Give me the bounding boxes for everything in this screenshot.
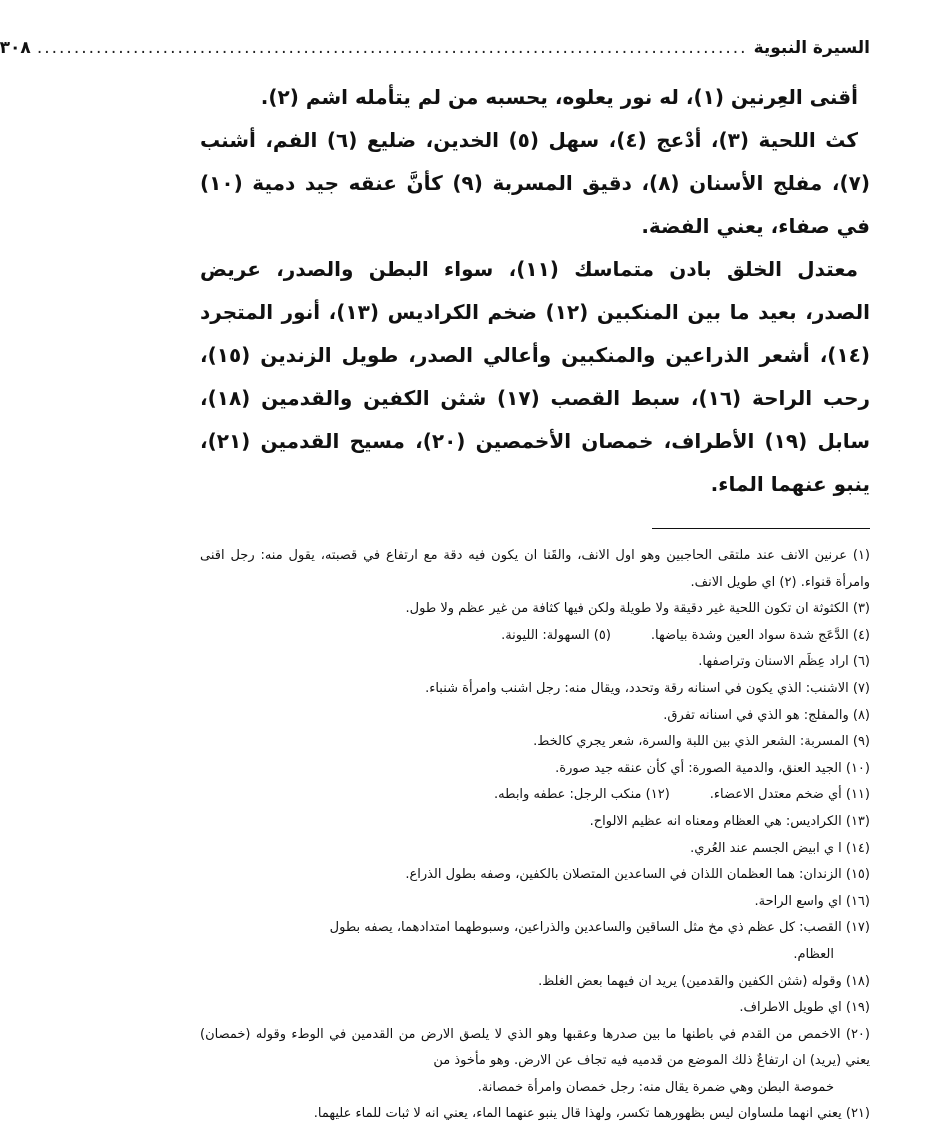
page-number: ٣٠٨ xyxy=(0,38,31,58)
footnote: (٧) الاشنب: الذي يكون في اسنانه رقة وتحدد، ويقال منه: رجل اشنب وامرأة شنباء. xyxy=(425,680,870,696)
footnote: (٢٠) الاخمص من القدم في باطنها ما بين صدرها وعقبها وهو الذي لا يلصق الارض من القدمين في الوطء وقوله (خمصان) يعني (يريد) ان ارتفاعٌ ذلك الموضع من قدميه فيه تجاف عن الارض. وهو مأخوذ من xyxy=(200,1026,870,1069)
footnote-text: (١١) أي ضخم معتدل الاعضاء. xyxy=(709,787,870,803)
footnote: (٦) اراد عِظَم الاسنان وتراصفها. xyxy=(698,654,870,670)
footnote: (١٥) الزندان: هما العظمان اللذان في الساعدين المتصلان بالكفين، وصفه بطول الذراع. xyxy=(405,867,870,883)
footnote-text: (٢) اي طويل الانف. xyxy=(690,574,797,590)
paragraph: كث اللحية (٣)، أدْعج (٤)، سهل (٥) الخدين، ضليع (٦) الفم، أشنب (٧)، مفلج الأسنان (٨)، دقيق المسربة (٩) كأنَّ عنقه جيد دمية (١٠) في صفاء، يعني الفضة. xyxy=(200,128,870,238)
paragraph: معتدل الخلق بادن متماسك (١١)، سواء البطن والصدر، عريض الصدر، بعيد ما بين المنكبين (١٢) ضخم الكراديس (١٣)، أنور المتجرد (١٤)، أشعر الذراعين والمنكبين وأعالي الصدر، طويل الزندين (١٥)، رحب الراحة (١٦)، سبط القصب (١٧) شثن الكفين والقدمين (١٨)، سابل (١٩) الأطراف، خمصان الأخمصين (٢٠)، مسيح القدمين (٢١)، ينبو عنهما الماء. xyxy=(200,257,871,496)
running-title: السيرة النبوية xyxy=(753,38,870,58)
footnote: (١٠) الجيد العنق، والدمية الصورة: أي كأن عنقه جيد صورة. xyxy=(555,760,870,776)
footnote: (١٨) وقوله (شثن الكفين والقدمين) يريد ان فيهما بعض الغلظ. xyxy=(538,973,870,989)
footnote-text: (١٢) منكب الرجل: عطفه وابطه. xyxy=(494,787,670,803)
footnote-text: (٥) السهولة: الليونة. xyxy=(501,627,611,643)
footnote: (١٤) ا ي ابيض الجسم عند العُري. xyxy=(690,840,870,856)
footnotes xyxy=(200,543,870,1128)
footnote-separator xyxy=(652,528,870,529)
running-header xyxy=(0,34,870,62)
footnote xyxy=(200,623,870,650)
header-leader-dots: ................................................................................................ xyxy=(36,38,748,58)
paragraph: أقنى العِرنين (١)، له نور يعلوه، يحسبه من لم يتأمله اشم (٢). xyxy=(260,85,858,109)
footnote xyxy=(200,782,870,809)
footnote: (٣) الكثوثة ان تكون اللحية غير دقيقة ولا طويلة ولكن فيها كثافة من غير عظم ولا طول. xyxy=(405,601,870,617)
footnote-text: (٤) الدَّعَج شدة سواد العين وشدة بياضها. xyxy=(650,627,870,643)
footnote: (٨) والمفلج: هو الذي في اسنانه تفرق. xyxy=(663,707,870,723)
footnote-text: (١) عرنين الانف عند ملتقى الحاجبين وهو اول الانف، والقَنا ان يكون فيه دقة مع ارتفاع في قصبته، يقول منه: رجل اقنى وامرأة قنواء. xyxy=(200,548,870,590)
footnote: (١٧) القصب: كل عظم ذي مخ مثل الساقين والساعدين والذراعين، وسبوطهما امتدادهما، يصفه بطول xyxy=(329,920,870,936)
footnote: (١٩) اي طويل الاطراف. xyxy=(739,1000,870,1016)
footnote: (١٣) الكراديس: هي العظام ومعناه انه عظيم الالواح. xyxy=(589,813,870,829)
footnote xyxy=(200,543,870,596)
main-text xyxy=(200,76,870,506)
footnote: (١٦) اي واسع الراحة. xyxy=(754,893,870,909)
footnote-continuation: خموصة البطن وهي ضمرة يقال منه: رجل خمصان وامرأة خمصانة. xyxy=(477,1079,834,1095)
footnote: (٢١) يعني انهما ملساوان ليس بظهورهما تكسر، ولهذا قال ينبو عنهما الماء، يعني انه لا ثبات للماء عليهما. xyxy=(313,1106,870,1122)
footnote-continuation: العظام. xyxy=(793,946,834,962)
footnote: (٩) المسربة: الشعر الذي بين اللبة والسرة، شعر يجري كالخط. xyxy=(533,734,870,750)
